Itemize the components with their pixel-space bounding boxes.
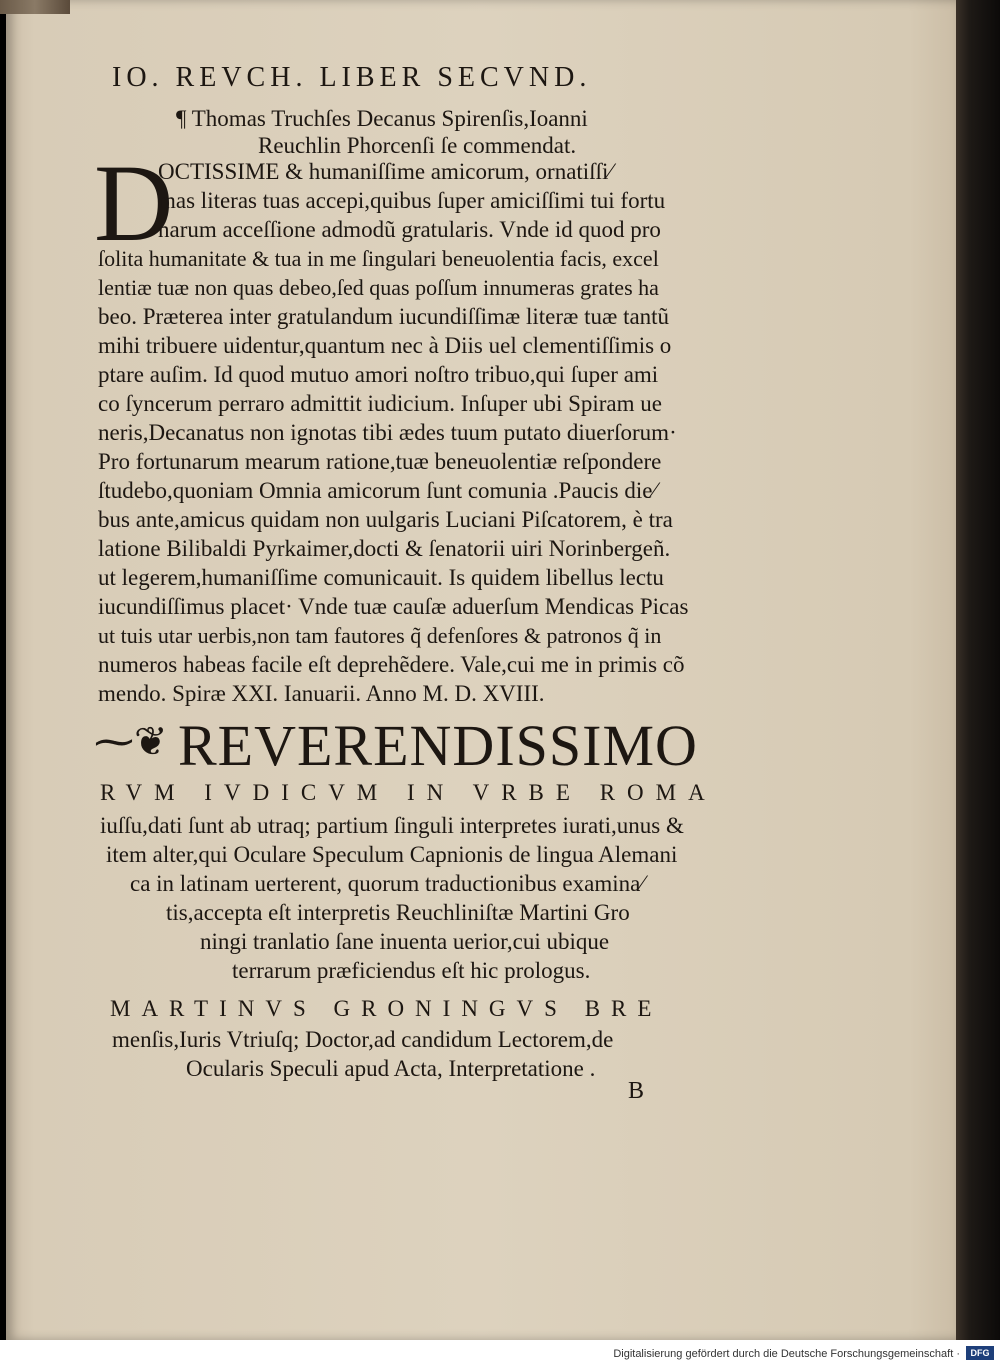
dfg-logo-icon: DFG [966,1346,994,1360]
fleuron-ornament: ⁓❦ [94,719,168,764]
body-line: mas literas tuas accepi,quibus ſuper amiciſſimi tui fortu [158,188,666,213]
body-line: latione Bilibaldi Pyrkaimer,docti & ſenatorii uiri Norinbergeñ. [98,536,671,561]
body-line: narum acceſſione admodũ gratularis. Vnde id quod pro [158,217,661,242]
body-line: beo. Præterea inter gratulandum iucundiſſimæ literæ tuæ tantũ [98,304,670,329]
body-line: numeros habeas facile eſt deprehẽdere. Vale,cui me in primis cõ [98,652,685,677]
body-line: mihi tribuere uidentur,quantum nec à Diis uel clementiſſimis o [98,333,672,358]
footer-credit: Digitalisierung gefördert durch die Deutsche Forschungsgemeinschaft · [613,1348,960,1360]
heading-line: terrarum præficiendus eſt hic prologus. [232,958,591,983]
signature-mark: B [628,1078,645,1104]
body-line: Pro fortunarum mearum ratione,tuæ beneuolentiæ reſpondere [98,449,662,474]
body-line: ut tuis utar uerbis,non tam fautores q̃ defenſores & patronos q̃ in [98,623,662,648]
drop-cap-initial: D [94,142,174,264]
heading-line: iuſſu,dati ſunt ab utraq; partium ſinguli interpretes iurati,unus & [100,813,684,838]
body-line: bus ante,amicus quidam non uulgaris Luciani Piſcatorem, è tra [98,507,673,532]
body-line: neris,Decanatus non ignotas tibi ædes tuum putato diuerſorum· [98,420,677,445]
body-line: lentiæ tuæ non quas debeo,ſed quas poſſum innumeras grates ha [98,275,659,300]
binding-corner [0,0,70,14]
heading-caps: RVM IVDICVM IN VRBE ROMA [100,780,717,805]
body-line: ptare auſim. Id quod mutuo amori noſtro tribuo,qui ſuper ami [98,362,659,387]
body-line: iucundiſſimus placet· Vnde tuæ cauſæ aduerſum Mendicas Picas [98,594,689,619]
author-line: menſis,Iuris Vtriuſq; Doctor,ad candidum Lectorem,de [112,1027,614,1052]
heading-large: REVERENDISSIMO [178,713,698,778]
heading-line: ca in latinam uerterent, quorum traductionibus examina⁄ [130,871,645,896]
heading-line: tis,accepta eſt interpretis Reuchliniſtæ Martini Gro [166,900,630,925]
letter-title-line-2: Reuchlin Phorcenſi ſe commendat. [258,133,577,158]
author-caps: MARTINVS GRONINGVS BRE [110,996,663,1021]
body-line: OCTISSIME & humaniſſime amicorum, ornatiſſi⁄ [158,159,613,184]
letter-title-line-1: ¶ Thomas Truchſes Decanus Spirenſis,Ioanni [176,106,588,131]
heading-line: item alter,qui Oculare Speculum Capnionis de lingua Alemani [106,842,678,867]
body-line: mendo. Spiræ XXI. Ianuarii. Anno M. D. XVIII. [98,681,545,706]
body-line: ſtudebo,quoniam Omnia amicorum ſunt comunia .Paucis die⁄ [98,478,657,503]
body-line: co ſyncerum perraro admittit iudicium. Inſuper ubi Spiram ue [98,391,662,416]
author-line: Ocularis Speculi apud Acta, Interpretatione . [186,1056,596,1081]
heading-line: ningi tranlatio ſane inuenta uerior,cui ubique [200,929,610,954]
running-head: IO. REVCH. LIBER SECVND. [112,62,592,93]
body-line: ut legerem,humaniſſime comunicauit. Is quidem libellus lectu [98,565,664,590]
body-line: ſolita humanitate & tua in me ſingulari beneuolentia facis, excel [98,246,659,271]
page-edge-shadow [956,0,1000,1340]
